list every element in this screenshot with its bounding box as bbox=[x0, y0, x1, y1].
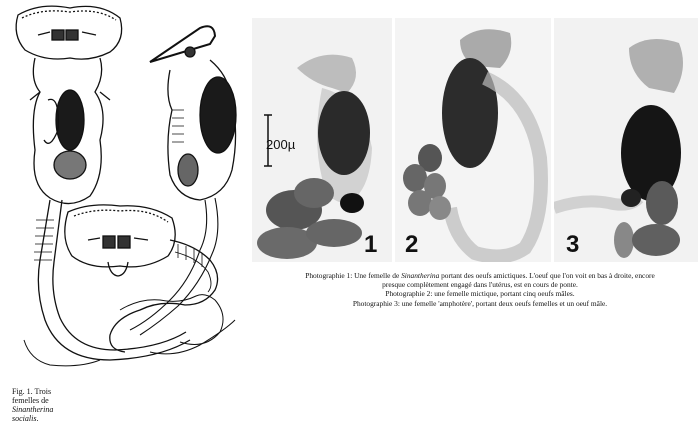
figure-caption: Fig. 1. Trois femelles de Sinantherina socialis. bbox=[12, 387, 54, 423]
rotifer-line-drawing bbox=[0, 0, 250, 380]
photograph-plate bbox=[252, 18, 698, 262]
photo-3 bbox=[554, 18, 698, 262]
scale-bar-label: 200µ bbox=[266, 137, 296, 152]
caption-line-2: presque complètement engagé dans l'utérus, est en cours de ponte. bbox=[382, 280, 578, 290]
ovary-shape bbox=[56, 90, 84, 150]
caption-line-4: Photographie 3: une femelle 'amphotère', portant deux oeufs femelles et un oeuf mâle. bbox=[352, 298, 608, 308]
ovary-shape bbox=[200, 77, 236, 153]
photo-2 bbox=[395, 18, 551, 262]
photograph-caption bbox=[262, 271, 698, 308]
photo-1 bbox=[252, 18, 392, 262]
caption-line-3: Photographie 2: une femelle mictique, portant cinq oeufs mâles. bbox=[385, 289, 575, 299]
photo-1-number: 1 bbox=[364, 231, 378, 258]
photo-3-number: 3 bbox=[566, 231, 580, 258]
photo-2-number: 2 bbox=[405, 231, 419, 258]
caption-line-1: Photographie 1: Une femelle de Sinantherina portant des oeufs amictiques. L'oeuf que l'on voit en bas à droite, encore bbox=[305, 271, 655, 280]
